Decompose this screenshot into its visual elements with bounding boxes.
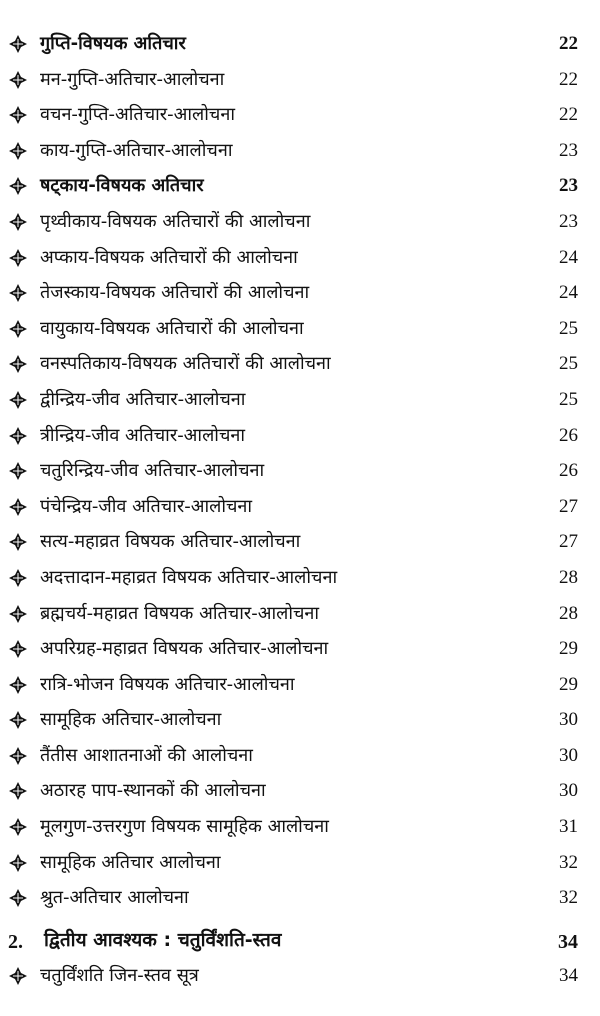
- toc-entry: [0, 418, 600, 454]
- diamond-bullet-icon: [8, 105, 28, 125]
- toc-entry: [0, 524, 600, 560]
- diamond-bullet-icon: [8, 390, 28, 410]
- diamond-bullet-icon: [8, 568, 28, 588]
- toc-entry-label: तेजस्काय-विषयक अतिचारों की आलोचना: [40, 282, 310, 304]
- toc-entry: [0, 346, 600, 382]
- toc-entry-label: श्रुत-अतिचार आलोचना: [40, 887, 189, 909]
- toc-entry-page: 30: [559, 780, 578, 802]
- section-number: 2.: [8, 931, 23, 953]
- toc-entry: [0, 97, 600, 133]
- toc-entry: [0, 702, 600, 738]
- toc-entry-page: 34: [559, 965, 578, 986]
- toc-entry-label: अपरिग्रह-महाव्रत विषयक अतिचार-आलोचना: [40, 638, 329, 660]
- toc-entry: [0, 560, 600, 596]
- diamond-bullet-icon: [8, 319, 28, 339]
- toc-entry: [0, 596, 600, 632]
- diamond-bullet-icon: [8, 710, 28, 730]
- toc-entry-label: काय-गुप्ति-अतिचार-आलोचना: [40, 139, 233, 161]
- toc-entry: [0, 738, 600, 774]
- toc-entry-label: अठारह पाप-स्थानकों की आलोचना: [40, 780, 266, 802]
- toc-entry-label: सत्य-महाव्रत विषयक अतिचार-आलोचना: [40, 531, 301, 553]
- toc-entry-label: पृथ्वीकाय-विषयक अतिचारों की आलोचना: [40, 210, 311, 232]
- diamond-bullet-icon: [8, 781, 28, 801]
- diamond-bullet-icon: [8, 248, 28, 268]
- toc-entry-label: वचन-गुप्ति-अतिचार-आलोचना: [40, 104, 235, 126]
- toc-entry-page: 30: [559, 744, 578, 766]
- toc-entry: [0, 773, 600, 809]
- toc-entry-page: 32: [559, 851, 578, 873]
- diamond-bullet-icon: [8, 426, 28, 446]
- toc-entry-page: 23: [559, 139, 578, 161]
- diamond-bullet-icon: [8, 354, 28, 374]
- toc-entry: [0, 311, 600, 347]
- toc-entry-label: अदत्तादान-महाव्रत विषयक अतिचार-आलोचना: [40, 566, 338, 588]
- toc-entry-page: 26: [559, 424, 578, 446]
- toc-entry: [0, 62, 600, 98]
- toc-entry: [0, 26, 600, 62]
- toc-entry: [0, 204, 600, 240]
- toc-entry-label: चतुरिन्द्रिय-जीव अतिचार-आलोचना: [40, 460, 265, 482]
- toc-entry-page: 31: [559, 816, 578, 838]
- diamond-bullet-icon: [8, 461, 28, 481]
- toc-entry-page: 26: [559, 460, 578, 482]
- toc-entry: [0, 631, 600, 667]
- diamond-bullet-icon: [8, 675, 28, 695]
- diamond-bullet-icon: [8, 853, 28, 873]
- toc-entry-page: 32: [559, 887, 578, 909]
- section-heading: [0, 922, 600, 962]
- toc-entry-page: 28: [559, 566, 578, 588]
- toc-entry: [0, 168, 600, 204]
- toc-entry-label: चतुर्विंशति जिन-स्तव सूत्र: [40, 965, 199, 986]
- toc-entry-label: सामूहिक अतिचार आलोचना: [40, 851, 221, 873]
- toc-entry-page: 22: [559, 104, 578, 126]
- diamond-bullet-icon: [8, 283, 28, 303]
- diamond-bullet-icon: [8, 604, 28, 624]
- toc-entry-page: 25: [559, 388, 578, 410]
- toc-entry-label: अप्काय-विषयक अतिचारों की आलोचना: [40, 246, 298, 268]
- toc-entry-page: 29: [559, 638, 578, 660]
- toc-entry-page: 22: [559, 68, 578, 90]
- toc-entry-label: वनस्पतिकाय-विषयक अतिचारों की आलोचना: [40, 353, 331, 375]
- toc-entry-label: द्वीन्द्रिय-जीव अतिचार-आलोचना: [40, 388, 246, 410]
- toc-entry-page: 27: [559, 495, 578, 517]
- toc-entry: [0, 240, 600, 276]
- diamond-bullet-icon: [8, 817, 28, 837]
- diamond-bullet-icon: [8, 746, 28, 766]
- toc-entry-label: तैंतीस आशातनाओं की आलोचना: [40, 744, 253, 766]
- diamond-bullet-icon: [8, 532, 28, 552]
- toc-entry: [0, 275, 600, 311]
- toc-entry-label: त्रीन्द्रिय-जीव अतिचार-आलोचना: [40, 424, 246, 446]
- diamond-bullet-icon: [8, 888, 28, 908]
- toc-entry-label: षट्काय-विषयक अतिचार: [40, 175, 204, 197]
- toc-entry-label: वायुकाय-विषयक अतिचारों की आलोचना: [40, 317, 304, 339]
- table-of-contents: [0, 26, 600, 916]
- final-entry: [0, 958, 600, 994]
- toc-entry-page: 29: [559, 673, 578, 695]
- diamond-bullet-icon: [8, 212, 28, 232]
- toc-entry-page: 30: [559, 709, 578, 731]
- toc-entry-page: 22: [559, 33, 578, 54]
- toc-entry-label: मन-गुप्ति-अतिचार-आलोचना: [40, 68, 225, 90]
- diamond-bullet-icon: [8, 141, 28, 161]
- diamond-bullet-icon: [8, 34, 28, 54]
- section-page-number: 34: [558, 931, 578, 953]
- toc-entry: [0, 382, 600, 418]
- toc-entry: [0, 133, 600, 169]
- toc-entry: [0, 453, 600, 489]
- toc-entry-page: 25: [559, 353, 578, 375]
- toc-entry-label: पंचेन्द्रिय-जीव अतिचार-आलोचना: [40, 495, 253, 517]
- diamond-bullet-icon: [8, 176, 28, 196]
- toc-entry: [0, 880, 600, 916]
- section-title: द्वितीय आवश्यक : चतुर्विंशति-स्तव: [44, 929, 282, 951]
- toc-entry-page: 23: [559, 210, 578, 232]
- diamond-bullet-icon: [8, 966, 28, 986]
- toc-entry-page: 24: [559, 282, 578, 304]
- toc-entry: [0, 809, 600, 845]
- toc-entry-page: 27: [559, 531, 578, 553]
- toc-entry: [0, 667, 600, 703]
- diamond-bullet-icon: [8, 70, 28, 90]
- toc-entry-page: 23: [559, 175, 578, 197]
- toc-entry-label: गुप्ति-विषयक अतिचार: [40, 33, 186, 54]
- toc-entry-label: मूलगुण-उत्तरगुण विषयक सामूहिक आलोचना: [40, 816, 329, 838]
- toc-entry-label: रात्रि-भोजन विषयक अतिचार-आलोचना: [40, 673, 295, 695]
- diamond-bullet-icon: [8, 639, 28, 659]
- toc-entry-page: 28: [559, 602, 578, 624]
- toc-entry-page: 24: [559, 246, 578, 268]
- toc-entry-label: ब्रह्मचर्य-महाव्रत विषयक अतिचार-आलोचना: [40, 602, 320, 624]
- diamond-bullet-icon: [8, 497, 28, 517]
- toc-entry: [0, 489, 600, 525]
- toc-entry-label: सामूहिक अतिचार-आलोचना: [40, 709, 222, 731]
- toc-entry: [0, 845, 600, 881]
- toc-entry-page: 25: [559, 317, 578, 339]
